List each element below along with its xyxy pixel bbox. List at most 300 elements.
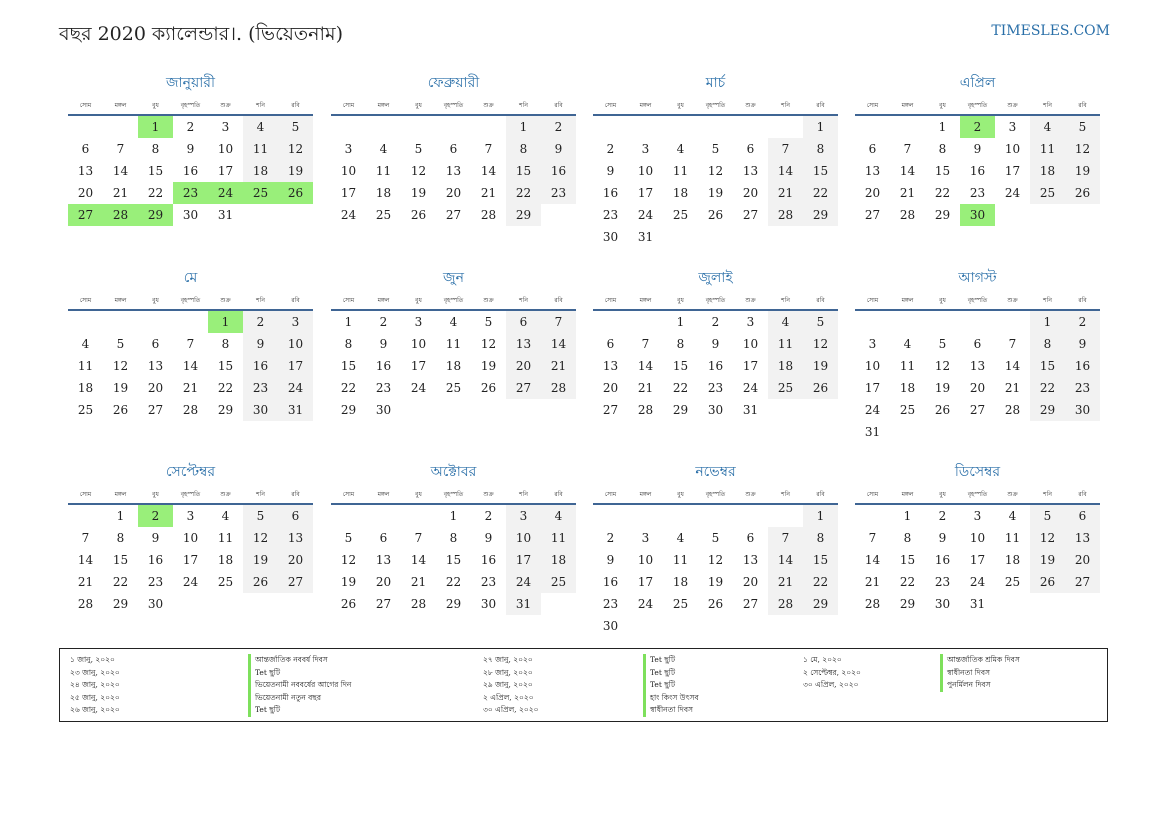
day-cell: 5	[803, 311, 838, 333]
day-cell: 4	[449, 315, 458, 329]
day-cell: 30	[602, 619, 619, 633]
day-cell: 27	[1065, 571, 1100, 593]
day-cell: 27	[506, 377, 541, 399]
day-cell: 2	[541, 116, 576, 138]
day-cell: 13	[742, 553, 759, 567]
month-name: মার্চ	[705, 75, 726, 91]
empty-cell	[733, 116, 768, 138]
day-cell: 2	[243, 311, 278, 333]
day-cell: 2	[484, 509, 493, 523]
weekday-label: সোম	[866, 490, 879, 498]
day-cell: 24	[506, 571, 541, 593]
day-cell: 18	[1030, 160, 1065, 182]
day-grid	[331, 311, 576, 421]
holiday-day-cell: 29	[138, 204, 173, 226]
month-calendar	[855, 461, 1100, 615]
weekday-label: শনি	[256, 296, 265, 304]
day-cell: 28	[899, 208, 916, 222]
day-cell: 16	[243, 355, 278, 377]
weekday-label: শনি	[1043, 490, 1052, 498]
day-cell: 6	[278, 505, 313, 527]
legend-date: ২৬ জানু, ২০২০	[70, 705, 120, 714]
day-cell: 30	[934, 597, 951, 611]
day-cell: 28	[541, 377, 576, 399]
month-calendar	[855, 72, 1100, 226]
weekday-label: বুধ	[152, 101, 159, 109]
day-cell: 20	[742, 575, 759, 589]
day-cell: 8	[676, 337, 685, 351]
month-name: সেপ্টেম্বর	[165, 464, 216, 480]
day-cell: 19	[707, 186, 724, 200]
weekday-header	[593, 96, 838, 114]
day-cell: 30	[375, 403, 392, 417]
day-cell: 5	[711, 142, 720, 156]
empty-cell	[768, 505, 803, 527]
day-cell: 6	[379, 531, 388, 545]
legend-holiday-name: ভিয়েতনামী নতুন বছর	[248, 692, 351, 705]
legend-date: ২ সেপ্টেম্বর, ২০২০	[803, 667, 861, 677]
weekday-label: রবি	[554, 296, 563, 304]
day-cell: 31	[864, 425, 881, 439]
weekday-label: সোম	[79, 296, 92, 304]
weekday-label: শুক্র	[1007, 490, 1018, 498]
day-cell: 21	[112, 186, 129, 200]
legend-date: ২৩ জানু, ২০২০	[70, 667, 120, 677]
weekday-label: শুক্র	[1007, 101, 1018, 109]
day-cell: 25	[1004, 575, 1021, 589]
day-cell: 11	[445, 337, 462, 351]
day-cell: 4	[768, 311, 803, 333]
day-cell: 9	[186, 142, 195, 156]
day-cell: 23	[934, 575, 951, 589]
holiday-day-cell: 26	[278, 182, 313, 204]
day-cell: 31	[217, 208, 234, 222]
day-cell: 21	[480, 186, 497, 200]
day-cell: 29	[803, 204, 838, 226]
day-cell: 19	[410, 186, 427, 200]
empty-cell	[366, 116, 401, 138]
day-cell: 23	[707, 381, 724, 395]
month-calendar	[593, 461, 838, 637]
day-cell: 13	[375, 553, 392, 567]
legend-name-column	[940, 654, 1020, 692]
day-cell: 1	[903, 509, 912, 523]
legend-holiday-name: Tet ছুটি	[643, 667, 699, 680]
day-cell: 29	[506, 204, 541, 226]
day-cell: 8	[221, 337, 230, 351]
day-cell: 24	[340, 208, 357, 222]
day-cell: 14	[480, 164, 497, 178]
day-cell: 20	[506, 355, 541, 377]
weekday-label: মঙ্গল	[114, 296, 127, 304]
weekday-header	[855, 291, 1100, 309]
day-cell: 17	[864, 381, 881, 395]
day-cell: 20	[864, 186, 881, 200]
day-cell: 14	[768, 549, 803, 571]
weekday-label: শুক্র	[1007, 296, 1018, 304]
day-cell: 28	[768, 593, 803, 615]
empty-cell	[593, 116, 628, 138]
weekday-label: শনি	[781, 101, 790, 109]
weekday-label: রবি	[1078, 296, 1087, 304]
day-cell: 11	[375, 164, 392, 178]
day-cell: 21	[637, 381, 654, 395]
holiday-day-cell: 24	[208, 182, 243, 204]
day-cell: 14	[410, 553, 427, 567]
weekday-label: শনি	[519, 296, 528, 304]
day-cell: 5	[484, 315, 493, 329]
day-cell: 17	[410, 359, 427, 373]
day-cell: 29	[899, 597, 916, 611]
day-cell: 30	[602, 230, 619, 244]
month-name: জুলাই	[698, 270, 733, 286]
weekday-label: রবি	[554, 490, 563, 498]
day-cell: 25	[899, 403, 916, 417]
day-cell: 24	[1004, 186, 1021, 200]
weekday-label: সোম	[604, 490, 617, 498]
day-cell: 21	[182, 381, 199, 395]
empty-cell	[593, 311, 628, 333]
day-cell: 20	[147, 381, 164, 395]
weekday-label: বৃহস্পতি	[705, 101, 726, 109]
day-cell: 23	[602, 597, 619, 611]
day-cell: 6	[746, 142, 755, 156]
month-calendar	[331, 461, 576, 615]
day-cell: 6	[868, 142, 877, 156]
holiday-legend	[59, 648, 1108, 722]
day-cell: 17	[278, 355, 313, 377]
weekday-label: মঙ্গল	[639, 490, 652, 498]
day-cell: 7	[186, 337, 195, 351]
day-cell: 7	[81, 531, 90, 545]
empty-cell	[890, 311, 925, 333]
month-name: জুন	[443, 270, 464, 286]
legend-name-column	[248, 654, 351, 717]
day-cell: 17	[1004, 164, 1021, 178]
day-cell: 24	[637, 208, 654, 222]
day-cell: 30	[480, 597, 497, 611]
weekday-label: শনি	[781, 296, 790, 304]
empty-cell	[698, 505, 733, 527]
day-cell: 6	[506, 311, 541, 333]
day-cell: 20	[375, 575, 392, 589]
day-grid	[855, 311, 1100, 443]
day-cell: 12	[278, 138, 313, 160]
day-cell: 10	[637, 553, 654, 567]
day-cell: 18	[768, 355, 803, 377]
weekday-label: বৃহস্পতি	[180, 296, 201, 304]
day-cell: 23	[375, 381, 392, 395]
day-cell: 24	[637, 597, 654, 611]
holiday-day-cell: 25	[243, 182, 278, 204]
weekday-label: সোম	[342, 490, 355, 498]
holiday-day-cell: 23	[173, 182, 208, 204]
weekday-label: বুধ	[152, 296, 159, 304]
legend-holiday-name: Tet ছুটি	[643, 679, 699, 692]
day-cell: 3	[186, 509, 195, 523]
month-name: ডিসেম্বর	[954, 464, 1001, 480]
day-cell: 10	[340, 164, 357, 178]
weekday-label: বুধ	[939, 490, 946, 498]
weekday-header	[593, 291, 838, 309]
day-cell: 14	[1004, 359, 1021, 373]
weekday-header	[331, 291, 576, 309]
weekday-label: রবি	[291, 296, 300, 304]
day-cell: 22	[672, 381, 689, 395]
weekday-label: বুধ	[677, 101, 684, 109]
weekday-label: রবি	[816, 490, 825, 498]
day-cell: 26	[1030, 571, 1065, 593]
day-cell: 17	[217, 164, 234, 178]
day-cell: 31	[278, 399, 313, 421]
day-cell: 7	[903, 142, 912, 156]
day-cell: 26	[803, 377, 838, 399]
weekday-label: সোম	[79, 490, 92, 498]
day-cell: 1	[344, 315, 353, 329]
day-cell: 26	[340, 597, 357, 611]
day-cell: 2	[1065, 311, 1100, 333]
weekday-label: শুক্র	[745, 101, 756, 109]
empty-cell	[628, 505, 663, 527]
weekday-label: বৃহস্পতি	[443, 101, 464, 109]
weekday-label: বৃহস্পতি	[180, 490, 201, 498]
day-grid	[68, 116, 313, 226]
weekday-label: শনি	[256, 490, 265, 498]
weekday-label: শনি	[781, 490, 790, 498]
legend-date: ১ মে, ২০২০	[803, 655, 842, 664]
day-cell: 15	[672, 359, 689, 373]
day-cell: 16	[934, 553, 951, 567]
day-cell: 6	[81, 142, 90, 156]
empty-cell	[68, 311, 103, 333]
day-cell: 21	[77, 575, 94, 589]
day-cell: 10	[969, 531, 986, 545]
weekday-label: বৃহস্পতি	[443, 296, 464, 304]
weekday-label: সোম	[79, 101, 92, 109]
day-cell: 30	[243, 399, 278, 421]
day-cell: 18	[899, 381, 916, 395]
day-cell: 4	[81, 337, 90, 351]
day-cell: 29	[445, 597, 462, 611]
day-cell: 24	[969, 575, 986, 589]
empty-cell	[173, 311, 208, 333]
day-cell: 15	[340, 359, 357, 373]
day-cell: 21	[1004, 381, 1021, 395]
weekday-label: বৃহস্পতি	[180, 101, 201, 109]
weekday-label: বুধ	[677, 490, 684, 498]
day-cell: 4	[379, 142, 388, 156]
day-cell: 5	[116, 337, 125, 351]
weekday-label: মঙ্গল	[901, 101, 914, 109]
day-cell: 18	[217, 553, 234, 567]
weekday-header	[855, 485, 1100, 503]
day-cell: 20	[278, 549, 313, 571]
empty-cell	[855, 116, 890, 138]
day-cell: 14	[182, 359, 199, 373]
day-cell: 5	[344, 531, 353, 545]
day-grid	[593, 116, 838, 248]
legend-holiday-name: স্বাধীনতা দিবস	[940, 667, 1020, 680]
weekday-label: সোম	[342, 101, 355, 109]
weekday-header	[68, 485, 313, 503]
day-cell: 28	[1004, 403, 1021, 417]
legend-name-column	[643, 654, 699, 717]
day-cell: 11	[672, 164, 689, 178]
day-cell: 21	[541, 355, 576, 377]
day-grid	[331, 116, 576, 226]
day-cell: 9	[938, 531, 947, 545]
day-cell: 19	[803, 355, 838, 377]
day-cell: 13	[864, 164, 881, 178]
day-cell: 25	[672, 208, 689, 222]
day-cell: 19	[934, 381, 951, 395]
empty-cell	[366, 505, 401, 527]
day-cell: 8	[803, 138, 838, 160]
day-cell: 4	[243, 116, 278, 138]
day-cell: 7	[414, 531, 423, 545]
day-cell: 31	[637, 230, 654, 244]
day-cell: 3	[973, 509, 982, 523]
day-grid	[855, 116, 1100, 226]
holiday-day-cell: 2	[138, 505, 173, 527]
day-cell: 11	[243, 138, 278, 160]
empty-cell	[698, 116, 733, 138]
weekday-label: শনি	[256, 101, 265, 109]
legend-holiday-name: Tet ছুটি	[248, 704, 351, 717]
day-cell: 30	[147, 597, 164, 611]
day-cell: 7	[641, 337, 650, 351]
day-cell: 11	[541, 527, 576, 549]
day-cell: 2	[711, 315, 720, 329]
day-cell: 18	[541, 549, 576, 571]
day-cell: 31	[969, 597, 986, 611]
weekday-label: মঙ্গল	[377, 101, 390, 109]
day-cell: 1	[676, 315, 685, 329]
weekday-label: শনি	[519, 490, 528, 498]
day-cell: 14	[637, 359, 654, 373]
empty-cell	[68, 505, 103, 527]
weekday-label: শুক্র	[220, 490, 231, 498]
page-title: বছর 2020 ক্যালেন্ডার।. (ভিয়েতনাম)	[59, 23, 343, 45]
day-cell: 11	[899, 359, 916, 373]
legend-holiday-name: আন্তর্জাতিক নববর্ষ দিবস	[248, 654, 351, 667]
day-cell: 3	[641, 142, 650, 156]
day-cell: 23	[969, 186, 986, 200]
day-cell: 27	[375, 597, 392, 611]
empty-cell	[855, 311, 890, 333]
legend-date: ১ জানু, ২০২০	[70, 655, 115, 664]
day-cell: 8	[938, 142, 947, 156]
day-cell: 5	[1065, 116, 1100, 138]
day-cell: 23	[1065, 377, 1100, 399]
weekday-label: বুধ	[415, 296, 422, 304]
month-name: মে	[183, 270, 198, 286]
weekday-label: শুক্র	[220, 101, 231, 109]
empty-cell	[331, 505, 366, 527]
empty-cell	[401, 505, 436, 527]
day-cell: 18	[1004, 553, 1021, 567]
legend-date: ২৪ জানু, ২০২০	[70, 680, 120, 689]
day-cell: 1	[938, 120, 947, 134]
day-cell: 22	[112, 575, 129, 589]
empty-cell	[890, 116, 925, 138]
day-cell: 17	[637, 575, 654, 589]
empty-cell	[103, 311, 138, 333]
legend-date: ২৮ জানু, ২০২০	[483, 667, 533, 677]
day-cell: 6	[1065, 505, 1100, 527]
weekday-label: বুধ	[415, 101, 422, 109]
day-cell: 8	[116, 531, 125, 545]
day-cell: 3	[221, 120, 230, 134]
site-link[interactable]: TIMESLES.COM	[991, 23, 1110, 39]
day-cell: 21	[768, 571, 803, 593]
day-cell: 29	[803, 593, 838, 615]
legend-date: ৩০ এপ্রিল, ২০২০	[803, 680, 859, 689]
day-cell: 9	[379, 337, 388, 351]
day-cell: 4	[676, 142, 685, 156]
day-cell: 13	[742, 164, 759, 178]
day-cell: 21	[864, 575, 881, 589]
day-cell: 13	[506, 333, 541, 355]
day-cell: 22	[445, 575, 462, 589]
day-cell: 16	[707, 359, 724, 373]
weekday-label: রবি	[816, 101, 825, 109]
day-cell: 15	[147, 164, 164, 178]
day-cell: 15	[445, 553, 462, 567]
holiday-day-cell: 2	[960, 116, 995, 138]
empty-cell	[138, 311, 173, 333]
day-cell: 19	[1030, 549, 1065, 571]
day-cell: 3	[1008, 120, 1017, 134]
month-calendar	[593, 267, 838, 421]
day-cell: 7	[1008, 337, 1017, 351]
day-cell: 3	[344, 142, 353, 156]
day-cell: 3	[278, 311, 313, 333]
day-cell: 27	[742, 597, 759, 611]
day-cell: 3	[641, 531, 650, 545]
legend-holiday-name: স্বাধীনতা দিবস	[643, 704, 699, 717]
day-cell: 10	[637, 164, 654, 178]
day-cell: 24	[864, 403, 881, 417]
day-grid	[855, 505, 1100, 615]
day-cell: 14	[77, 553, 94, 567]
day-cell: 13	[602, 359, 619, 373]
day-cell: 15	[506, 160, 541, 182]
day-cell: 20	[445, 186, 462, 200]
day-cell: 13	[77, 164, 94, 178]
weekday-label: মঙ্গল	[377, 296, 390, 304]
weekday-label: রবি	[291, 490, 300, 498]
day-cell: 18	[375, 186, 392, 200]
holiday-day-cell: 1	[138, 116, 173, 138]
weekday-label: বৃহস্পতি	[705, 296, 726, 304]
day-cell: 26	[934, 403, 951, 417]
legend-date: ২৯ জানু, ২০২০	[483, 680, 533, 689]
day-cell: 8	[344, 337, 353, 351]
day-cell: 17	[637, 186, 654, 200]
day-cell: 12	[480, 337, 497, 351]
month-name: এপ্রিল	[959, 75, 996, 91]
day-cell: 9	[151, 531, 160, 545]
day-cell: 18	[243, 160, 278, 182]
day-cell: 1	[803, 116, 838, 138]
day-cell: 20	[77, 186, 94, 200]
day-cell: 7	[541, 311, 576, 333]
day-cell: 12	[243, 527, 278, 549]
weekday-label: মঙ্গল	[114, 490, 127, 498]
holiday-day-cell: 30	[960, 204, 995, 226]
day-cell: 21	[899, 186, 916, 200]
